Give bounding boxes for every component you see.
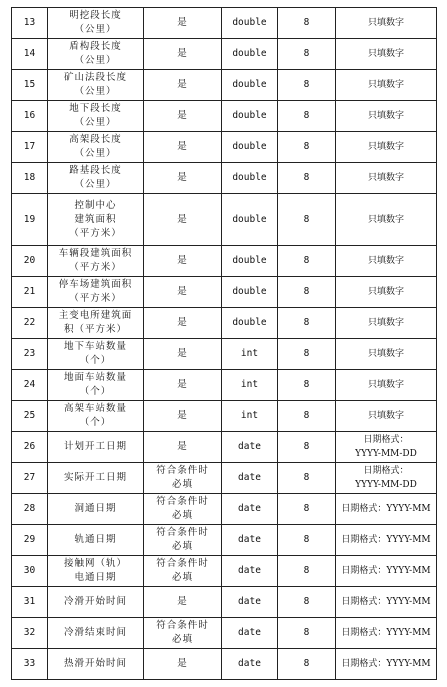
field-length: 8: [278, 246, 336, 277]
required-flag-line: 是: [177, 410, 188, 421]
required-flag: [144, 618, 222, 649]
required-flag-line: 是: [177, 286, 188, 297]
table-row: [12, 308, 437, 339]
field-name-line: 电通日期: [74, 572, 117, 583]
field-note-line: 日期格式：YYYY-MM: [341, 659, 431, 669]
table-row: [12, 194, 437, 246]
field-note: [336, 618, 437, 649]
field-name: [48, 8, 144, 39]
field-name: [48, 649, 144, 680]
row-number: 18: [12, 163, 48, 194]
field-note-line: YYYY-MM-DD: [355, 449, 417, 459]
required-flag: [144, 163, 222, 194]
table-row: [12, 401, 437, 432]
field-name-line: （个）: [79, 417, 112, 428]
field-note: [336, 194, 437, 246]
row-number: 19: [12, 194, 48, 246]
field-name: [48, 246, 144, 277]
field-name-line: 地下车站数量: [63, 341, 127, 352]
field-note: [336, 556, 437, 587]
table-row: [12, 556, 437, 587]
field-length: 8: [278, 463, 336, 494]
table-row: [12, 618, 437, 649]
field-length: 8: [278, 163, 336, 194]
field-name-line: （公里）: [74, 55, 117, 66]
required-flag: [144, 39, 222, 70]
field-name-line: （公里）: [74, 179, 117, 190]
table-row: [12, 246, 437, 277]
field-length: 8: [278, 525, 336, 556]
field-length: 8: [278, 339, 336, 370]
field-name: [48, 101, 144, 132]
row-number: 25: [12, 401, 48, 432]
required-flag-line: 是: [177, 213, 188, 225]
data-type: date: [222, 463, 278, 494]
field-length: 8: [278, 101, 336, 132]
field-note-line: 日期格式：YYYY-MM: [341, 566, 431, 576]
table-row: [12, 8, 437, 39]
required-flag-line: 是: [177, 255, 188, 266]
field-name-line: （个）: [79, 355, 112, 366]
required-flag-line: 是: [177, 79, 188, 90]
data-type: double: [222, 101, 278, 132]
row-number: 23: [12, 339, 48, 370]
data-type: double: [222, 39, 278, 70]
required-flag-line: 是: [177, 596, 188, 607]
data-type: double: [222, 163, 278, 194]
required-flag: [144, 339, 222, 370]
field-length: 8: [278, 39, 336, 70]
field-note-line: 只填数字: [367, 18, 404, 28]
required-flag-line: 符合条件时: [156, 558, 209, 569]
field-name-line: 计划开工日期: [63, 441, 127, 452]
required-flag: [144, 649, 222, 680]
data-type: double: [222, 194, 278, 246]
field-length: 8: [278, 432, 336, 463]
field-note: [336, 163, 437, 194]
field-note-line: 只填数字: [367, 49, 404, 59]
field-spec-table-container: [11, 7, 437, 680]
table-row: [12, 101, 437, 132]
field-note: [336, 277, 437, 308]
field-note-line: 只填数字: [367, 142, 404, 152]
field-note: [336, 132, 437, 163]
table-row: [12, 494, 437, 525]
field-name-line: （公里）: [74, 148, 117, 159]
field-note: [336, 525, 437, 556]
field-name-line: 积（平方米）: [63, 324, 127, 335]
field-name: [48, 401, 144, 432]
required-flag-line: 符合条件时: [156, 496, 209, 507]
table-row: [12, 370, 437, 401]
row-number: 22: [12, 308, 48, 339]
required-flag: [144, 70, 222, 101]
field-name-line: （平方米）: [69, 293, 122, 304]
field-name: [48, 308, 144, 339]
data-type: date: [222, 556, 278, 587]
table-body: [12, 8, 437, 680]
required-flag-line: 符合条件时: [156, 465, 209, 476]
field-name-line: 盾构段长度: [69, 41, 122, 52]
row-number: 24: [12, 370, 48, 401]
field-length: 8: [278, 587, 336, 618]
field-note: [336, 8, 437, 39]
field-name: [48, 194, 144, 246]
row-number: 21: [12, 277, 48, 308]
field-note: [336, 70, 437, 101]
field-note-line: 日期格式：YYYY-MM: [341, 535, 431, 545]
row-number: 15: [12, 70, 48, 101]
data-type: date: [222, 587, 278, 618]
field-name-line: 接触网（轨）: [63, 558, 127, 569]
required-flag: [144, 132, 222, 163]
field-note-line: 日期格式：YYYY-MM: [341, 504, 431, 514]
row-number: 32: [12, 618, 48, 649]
data-type: double: [222, 8, 278, 39]
field-length: 8: [278, 494, 336, 525]
field-name-line: 高架车站数量: [63, 403, 127, 414]
field-name: [48, 587, 144, 618]
field-name: [48, 370, 144, 401]
required-flag-line: 是: [177, 348, 188, 359]
required-flag: [144, 194, 222, 246]
field-name: [48, 494, 144, 525]
required-flag: [144, 101, 222, 132]
required-flag-line: 必填: [171, 479, 193, 490]
field-name: [48, 163, 144, 194]
required-flag-line: 符合条件时: [156, 620, 209, 631]
field-name: [48, 70, 144, 101]
field-name: [48, 525, 144, 556]
table-row: [12, 277, 437, 308]
field-note-line: 只填数字: [367, 380, 404, 390]
field-note-line: 只填数字: [367, 318, 404, 328]
field-name-line: 矿山法段长度: [63, 72, 127, 83]
field-name-line: 冷滑开始时间: [63, 596, 127, 607]
field-length: 8: [278, 132, 336, 163]
field-name-line: 主变电所建筑面: [58, 310, 133, 321]
table-row: [12, 525, 437, 556]
data-type: int: [222, 401, 278, 432]
table-row: [12, 587, 437, 618]
field-name-line: （个）: [79, 386, 112, 397]
field-name-line: （平方米）: [69, 227, 122, 239]
field-note-line: 只填数字: [367, 111, 404, 121]
field-length: 8: [278, 401, 336, 432]
field-name-line: （公里）: [74, 117, 117, 128]
required-flag-line: 是: [177, 141, 188, 152]
field-name-line: 明挖段长度: [69, 10, 122, 21]
required-flag: [144, 8, 222, 39]
required-flag-line: 是: [177, 317, 188, 328]
data-type: double: [222, 70, 278, 101]
row-number: 14: [12, 39, 48, 70]
required-flag-line: 是: [177, 172, 188, 183]
required-flag-line: 是: [177, 48, 188, 59]
field-note-line: 日期格式：YYYY-MM: [341, 628, 431, 638]
required-flag-line: 是: [177, 379, 188, 390]
field-length: 8: [278, 370, 336, 401]
table-row: [12, 463, 437, 494]
field-note-line: 日期格式：: [363, 466, 409, 476]
field-note: [336, 432, 437, 463]
row-number: 33: [12, 649, 48, 680]
field-note-line: 只填数字: [367, 287, 404, 297]
field-spec-table: [11, 7, 437, 680]
required-flag-line: 符合条件时: [156, 527, 209, 538]
table-row: [12, 649, 437, 680]
field-name: [48, 618, 144, 649]
field-note-line: YYYY-MM-DD: [355, 480, 417, 490]
table-row: [12, 432, 437, 463]
field-note-line: 日期格式：: [363, 435, 409, 445]
field-note: [336, 494, 437, 525]
required-flag: [144, 432, 222, 463]
required-flag: [144, 277, 222, 308]
field-name-line: 冷滑结束时间: [63, 627, 127, 638]
field-length: 8: [278, 618, 336, 649]
data-type: double: [222, 308, 278, 339]
row-number: 13: [12, 8, 48, 39]
data-type: date: [222, 525, 278, 556]
field-name-line: （平方米）: [69, 262, 122, 273]
field-note: [336, 39, 437, 70]
row-number: 16: [12, 101, 48, 132]
field-note-line: 只填数字: [367, 349, 404, 359]
required-flag: [144, 587, 222, 618]
field-name: [48, 39, 144, 70]
required-flag-line: 是: [177, 17, 188, 28]
field-note-line: 只填数字: [367, 173, 404, 183]
row-number: 17: [12, 132, 48, 163]
field-note: [336, 463, 437, 494]
field-name: [48, 463, 144, 494]
required-flag-line: 必填: [171, 541, 193, 552]
data-type: double: [222, 246, 278, 277]
field-name-line: 热滑开始时间: [63, 658, 127, 669]
required-flag: [144, 246, 222, 277]
field-length: 8: [278, 194, 336, 246]
row-number: 28: [12, 494, 48, 525]
field-length: 8: [278, 8, 336, 39]
table-row: [12, 70, 437, 101]
required-flag-line: 是: [177, 441, 188, 452]
field-length: 8: [278, 649, 336, 680]
field-note: [336, 101, 437, 132]
required-flag: [144, 463, 222, 494]
required-flag: [144, 494, 222, 525]
field-name-line: （公里）: [74, 24, 117, 35]
field-note: [336, 370, 437, 401]
field-name-line: 轨通日期: [74, 534, 117, 545]
required-flag-line: 必填: [171, 634, 193, 645]
required-flag-line: 必填: [171, 510, 193, 521]
table-row: [12, 163, 437, 194]
required-flag: [144, 525, 222, 556]
field-name: [48, 277, 144, 308]
field-name-line: 洞通日期: [74, 503, 117, 514]
table-row: [12, 339, 437, 370]
field-name-line: 地下段长度: [69, 103, 122, 114]
field-length: 8: [278, 308, 336, 339]
field-note-line: 日期格式：YYYY-MM: [341, 597, 431, 607]
field-name: [48, 132, 144, 163]
row-number: 20: [12, 246, 48, 277]
row-number: 30: [12, 556, 48, 587]
field-note: [336, 308, 437, 339]
row-number: 29: [12, 525, 48, 556]
data-type: date: [222, 618, 278, 649]
field-name: [48, 432, 144, 463]
field-length: 8: [278, 277, 336, 308]
field-name-line: 路基段长度: [69, 165, 122, 176]
field-name-line: 车辆段建筑面积: [58, 248, 133, 259]
row-number: 26: [12, 432, 48, 463]
field-note: [336, 587, 437, 618]
required-flag: [144, 370, 222, 401]
table-row: [12, 39, 437, 70]
field-name-line: （公里）: [74, 86, 117, 97]
data-type: date: [222, 432, 278, 463]
field-name-line: 地面车站数量: [63, 372, 127, 383]
required-flag: [144, 401, 222, 432]
field-name-line: 高架段长度: [69, 134, 122, 145]
data-type: date: [222, 494, 278, 525]
field-name-line: 控制中心: [74, 199, 117, 211]
required-flag-line: 是: [177, 110, 188, 121]
data-type: int: [222, 339, 278, 370]
row-number: 31: [12, 587, 48, 618]
field-note: [336, 339, 437, 370]
field-name-line: 停车场建筑面积: [58, 279, 133, 290]
field-note: [336, 401, 437, 432]
data-type: double: [222, 277, 278, 308]
field-name: [48, 556, 144, 587]
required-flag: [144, 308, 222, 339]
field-name-line: 实际开工日期: [63, 472, 127, 483]
data-type: int: [222, 370, 278, 401]
field-note: [336, 246, 437, 277]
table-row: [12, 132, 437, 163]
field-name: [48, 339, 144, 370]
row-number: 27: [12, 463, 48, 494]
field-length: 8: [278, 70, 336, 101]
data-type: double: [222, 132, 278, 163]
field-note-line: 只填数字: [367, 214, 404, 225]
data-type: date: [222, 649, 278, 680]
required-flag-line: 必填: [171, 572, 193, 583]
field-note-line: 只填数字: [367, 411, 404, 421]
field-note: [336, 649, 437, 680]
required-flag-line: 是: [177, 658, 188, 669]
field-note-line: 只填数字: [367, 256, 404, 266]
field-length: 8: [278, 556, 336, 587]
field-note-line: 只填数字: [367, 80, 404, 90]
field-name-line: 建筑面积: [74, 213, 117, 225]
required-flag: [144, 556, 222, 587]
